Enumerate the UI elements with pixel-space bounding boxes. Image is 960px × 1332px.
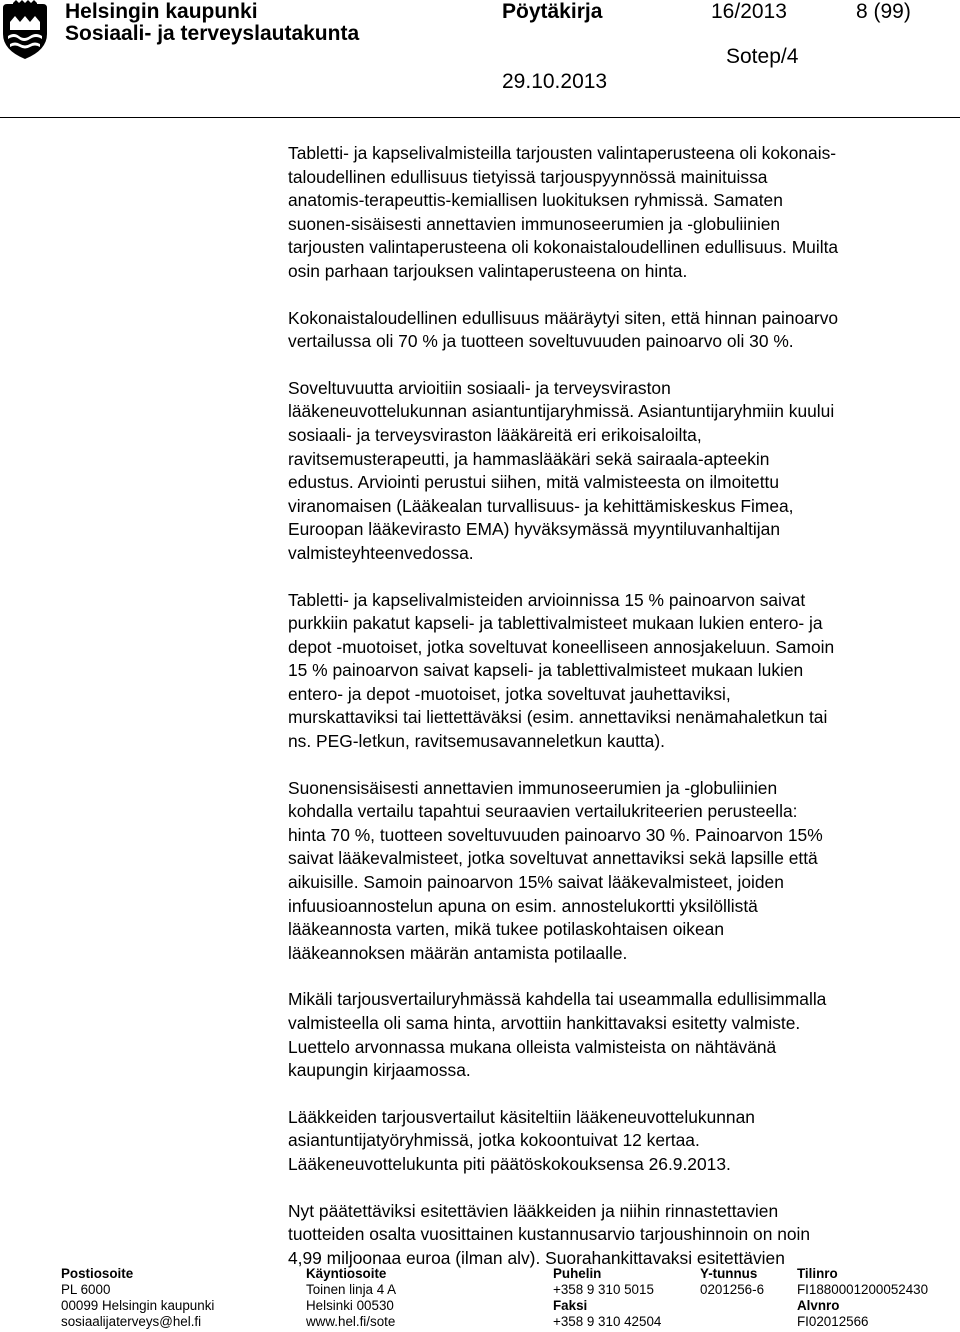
doc-type: Pöytäkirja: [502, 0, 603, 23]
text-line: Mikäli tarjousvertailuryhmässä kahdella tai useammalla edullisimmalla: [288, 989, 827, 1010]
text-line: Euroopan lääkevirasto EMA) hyväksymässä myyntiluvanhaltijan: [288, 519, 780, 540]
text-line: 15 % painoarvon saivat kapseli- ja tablettivalmisteet mukaan lukien: [288, 660, 804, 681]
footer-line: Toinen linja 4 A: [306, 1282, 397, 1297]
footer-line: 00099 Helsingin kaupunki: [61, 1298, 215, 1313]
text-line: Lääkkeiden tarjousvertailut käsiteltiin lääkeneuvottelukunnan: [288, 1106, 755, 1127]
text-line: ns. PEG-letkun, ravitsemusavanneletkun kautta).: [288, 731, 665, 752]
paragraph: [288, 988, 948, 1082]
paragraph: [288, 589, 948, 754]
text-line: asiantuntijatyöryhmissä, jotka kokoontuivat 12 kertaa.: [288, 1130, 700, 1151]
text-line: taloudellinen edullisuus tietyissä tarjouspyynnössä mainituissa: [288, 166, 768, 187]
text-line: Kokonaistaloudellinen edullisuus määräytyi siten, että hinnan painoarvo: [288, 307, 839, 328]
text-line: kaupungin kirjaamossa.: [288, 1060, 471, 1081]
org-name: Helsingin kaupunki: [65, 0, 258, 23]
text-line: purkkiin pakatut kapseli- ja tablettivalmisteet mukaan lukien entero- ja: [288, 613, 823, 634]
footer-visit: [306, 1266, 396, 1330]
text-line: valmisteella oli sama hinta, arvottiin hankittavaksi esitetty valmiste.: [288, 1013, 801, 1033]
text-line: lääkeannosta varten, mikä tukee potilaskohtaisen oikean: [288, 919, 725, 940]
paragraph: [288, 1200, 948, 1271]
meeting-date: 29.10.2013: [502, 70, 608, 93]
text-line: hinta 70 %, tuotteen soveltuvuuden painoarvo 30 %. Painoarvon 15%: [288, 824, 823, 845]
text-line: infuusioannostelun apuna on esim. annostelukortti yksilöllistä: [288, 895, 758, 916]
paragraph: [288, 377, 948, 566]
footer-website[interactable]: www.hel.fi/sote: [306, 1314, 396, 1329]
footer-email[interactable]: sosiaalijaterveys@hel.fi: [61, 1314, 202, 1329]
text-line: valmisteyhteenvedossa.: [288, 542, 474, 563]
helsinki-crest-icon: [0, 0, 50, 62]
text-line: entero- ja depot -muotoiset, jotka soveltuvat jauhettaviksi,: [288, 683, 731, 704]
text-line: Tabletti- ja kapselivalmisteiden arvioinnissa 15 % painoarvon saivat: [288, 589, 806, 610]
paragraph: [288, 142, 948, 284]
footer-heading: Y-tunnus: [700, 1266, 758, 1281]
footer-heading: Alvnro: [797, 1298, 840, 1313]
footer-line: FI02012566: [797, 1314, 869, 1329]
text-line: 4,99 miljoonaa euroa (ilman alv). Suorahankittavaksi esitettävien: [288, 1247, 785, 1268]
text-line: edustus. Arviointi perustui siihen, mitä valmisteesta on ilmoitettu: [288, 472, 780, 493]
footer-heading: Faksi: [553, 1298, 588, 1313]
doc-number: 16/2013: [711, 0, 787, 23]
text-line: tuotteiden osalta vuosittainen kustannusarvio tarjoushinnoin on noin: [288, 1224, 811, 1245]
text-line: murskattaviksi tai liettettäväksi (esim. annettaviksi nenämahaletkun tai: [288, 707, 828, 728]
text-line: depot -muotoiset, jotka soveltuvat koneelliseen annosjakeluun. Samoin: [288, 636, 835, 657]
text-line: lääkeannoksen määrän antamista potilaalle.: [288, 942, 628, 963]
text-line: kohdalla vertailu tapahtui seuraavien vertailukriteerien perusteella:: [288, 801, 798, 822]
page-number: 8 (99): [856, 0, 911, 23]
paragraph: [288, 1106, 948, 1177]
text-line: Tabletti- ja kapselivalmisteilla tarjousten valintaperusteena oli kokonais-: [288, 143, 837, 163]
text-line: vertailussa oli 70 % ja tuotteen soveltuvuuden painoarvo oli 30 %.: [288, 331, 794, 352]
paragraph: [288, 307, 948, 354]
text-line: suonen-sisäisesti annettavien immunoseerumien ja -globuliinien: [288, 213, 781, 234]
text-line: Luettelo arvonnassa mukana olleista valmisteista on nähtävänä: [288, 1036, 777, 1057]
footer-line: 0201256-6: [700, 1282, 765, 1297]
footer-account: [797, 1266, 928, 1330]
text-line: Lääkeneuvottelukunta piti päätöskokouksensa 26.9.2013.: [288, 1153, 731, 1174]
text-line: ravitsemusterapeutti, ja hammaslääkäri sekä sairaala-apteekin: [288, 448, 770, 469]
text-line: viranomaisen (Lääkealan turvallisuus- ja kehittämiskeskus Fimea,: [288, 495, 794, 516]
footer-line: +358 9 310 42504: [553, 1314, 662, 1329]
text-line: Soveltuvuutta arvioitiin sosiaali- ja terveysviraston: [288, 377, 671, 398]
paragraph: [288, 777, 948, 966]
footer-heading: Puhelin: [553, 1266, 602, 1281]
text-line: Nyt päätettäviksi esitettävien lääkkeiden ja niihin rinnastettavien: [288, 1200, 779, 1221]
board-name: Sosiaali- ja terveyslautakunta: [65, 22, 360, 45]
footer-postal: [61, 1266, 214, 1330]
footer-line: +358 9 310 5015: [553, 1282, 654, 1297]
text-line: osin parhaan tarjouksen valintaperusteena on hinta.: [288, 260, 688, 281]
footer-business-id: [700, 1266, 764, 1298]
text-line: saivat lääkevalmisteet, jotka soveltuvat annettaviksi sekä lapsille että: [288, 848, 818, 869]
text-line: anatomis-terapeuttis-kemiallisen luokituksen ryhmissä. Samaten: [288, 190, 783, 211]
footer-heading: Postiosoite: [61, 1266, 134, 1281]
footer-line: FI1880001200052430: [797, 1282, 929, 1297]
footer-line: PL 6000: [61, 1282, 111, 1297]
agenda-item: Sotep/4: [726, 45, 799, 68]
text-line: Suonensisäisesti annettavien immunoseerumien ja -globuliinien: [288, 777, 778, 798]
footer-heading: Käyntiosoite: [306, 1266, 387, 1281]
text-line: lääkeneuvottelukunnan asiantuntijaryhmissä. Asiantuntijaryhmiin kuului: [288, 401, 835, 422]
header-divider: [0, 117, 960, 118]
text-line: sosiaali- ja terveysviraston lääkäreitä eri erikoisaloilta,: [288, 424, 702, 445]
footer-line: Helsinki 00530: [306, 1298, 394, 1313]
text-line: tarjousten valintaperusteena oli kokonaistaloudellinen edullisuus. Muilta: [288, 237, 839, 258]
document-body: [288, 142, 948, 1293]
footer-heading: Tilinro: [797, 1266, 838, 1281]
text-line: aikuisille. Samoin painoarvon 15% saivat lääkevalmisteet, joiden: [288, 872, 784, 893]
footer-phone: [553, 1266, 661, 1330]
